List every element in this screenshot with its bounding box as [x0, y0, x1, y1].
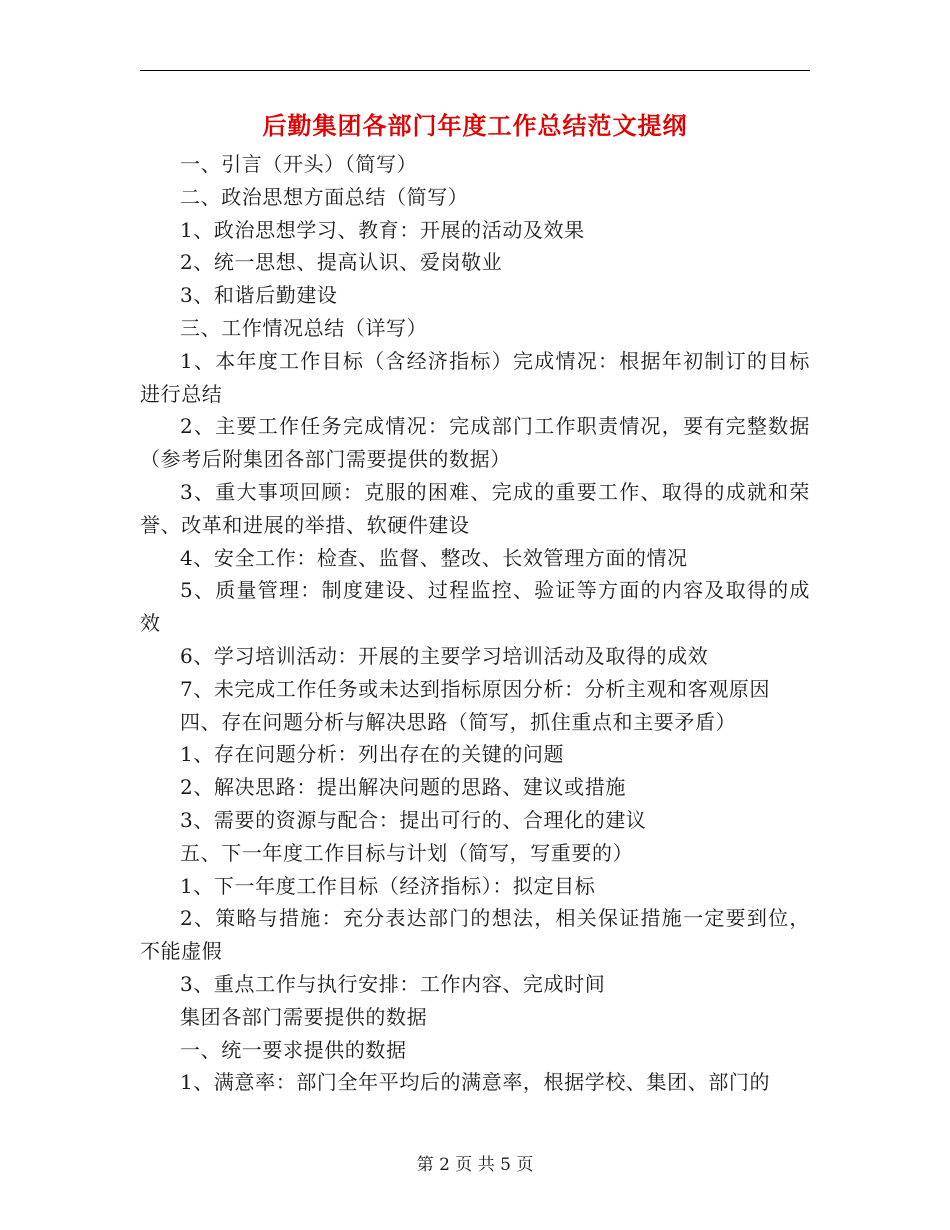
paragraph: 1、满意率：部门全年平均后的满意率，根据学校、集团、部门的: [180, 1070, 771, 1095]
paragraph: 一、统一要求提供的数据: [180, 1037, 407, 1062]
header-rule: [140, 70, 810, 71]
paragraph: 3、重点工作与执行安排：工作内容、完成时间: [180, 971, 606, 996]
paragraph: 2、统一思想、提高认识、爱岗敬业: [180, 250, 503, 275]
paragraph: 1、存在问题分析：列出存在的关键的问题: [180, 742, 565, 767]
paragraph: 2、解决思路：提出解决问题的思路、建议或措施: [180, 775, 626, 800]
paragraph: 四、存在问题分析与解决思路（简写，抓住重点和主要矛盾）: [180, 709, 737, 734]
paragraph: 6、学习培训活动：开展的主要学习培训活动及取得的成效: [180, 643, 709, 668]
paragraph: 三、工作情况总结（详写）: [180, 315, 428, 340]
paragraph: 3、需要的资源与配合：提出可行的、合理化的建议: [180, 807, 647, 832]
paragraph: 4、安全工作：检查、监督、整改、长效管理方面的情况: [180, 545, 688, 570]
page-number: 第 2 页 共 5 页: [416, 1155, 534, 1175]
paragraph: 二、政治思想方面总结（简写）: [180, 184, 469, 209]
paragraph: 1、本年度工作目标（含经济指标）完成情况：根据年初制订的目标进行总结: [140, 348, 810, 406]
paragraph: 2、主要工作任务完成情况：完成部门工作职责情况，要有完整数据（参考后附集团各部门需要提供的数据）: [140, 414, 810, 472]
paragraph: 1、政治思想学习、教育：开展的活动及效果: [180, 217, 585, 242]
paragraph: 7、未完成工作任务或未达到指标原因分析：分析主观和客观原因: [180, 676, 771, 701]
paragraph: 集团各部门需要提供的数据: [180, 1004, 428, 1029]
paragraph: 五、下一年度工作目标与计划（简写，写重要的）: [180, 840, 634, 865]
document-body: [140, 148, 810, 1099]
paragraph: 5、质量管理：制度建设、过程监控、验证等方面的内容及取得的成效: [140, 578, 810, 636]
document-title: 后勤集团各部门年度工作总结范文提纲: [262, 111, 688, 140]
paragraph: 2、策略与措施：充分表达部门的想法，相关保证措施一定要到位，不能虚假: [140, 906, 810, 964]
paragraph: 3、重大事项回顾：克服的困难、完成的重要工作、取得的成就和荣誉、改革和进展的举措、软硬件建设: [140, 479, 810, 537]
paragraph: 1、下一年度工作目标（经济指标）：拟定目标: [180, 873, 596, 898]
paragraph: 一、引言（开头）（简写）: [180, 152, 418, 176]
paragraph: 3、和谐后勤建设: [180, 283, 338, 308]
